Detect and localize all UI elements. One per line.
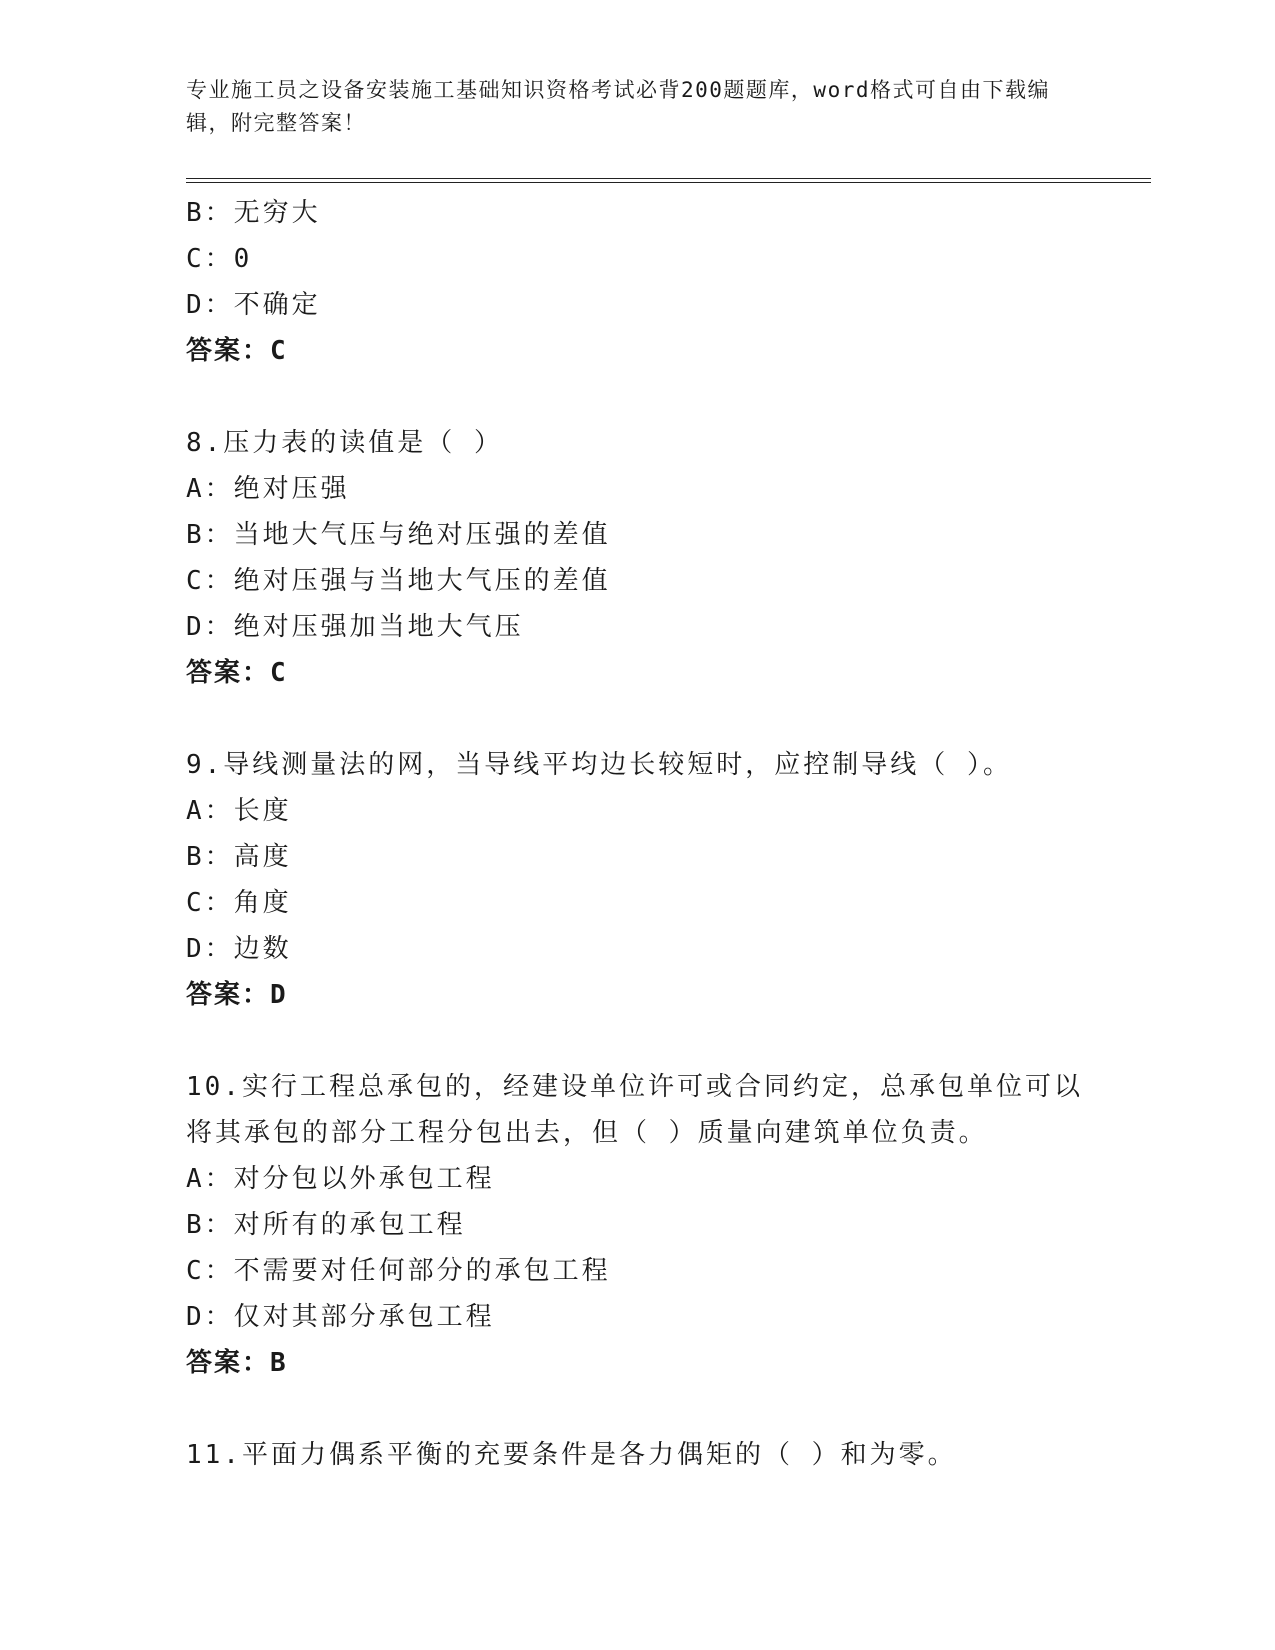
answer-line: 答案：C — [186, 658, 288, 688]
header-rule-bottom — [186, 182, 1151, 183]
option-b: B：高度 — [186, 842, 292, 872]
option-b: B：无穷大 — [186, 198, 321, 228]
option-c: C：0 — [186, 244, 253, 274]
option-d: D：绝对压强加当地大气压 — [186, 612, 524, 642]
question-text: 8.压力表的读值是（ ） — [186, 428, 503, 458]
spacer — [186, 1018, 1086, 1064]
question-block — [186, 742, 1086, 1018]
option-b: B：当地大气压与绝对压强的差值 — [186, 520, 611, 550]
question-block — [186, 420, 1086, 696]
option-d: D：仅对其部分承包工程 — [186, 1302, 495, 1332]
answer-line: 答案：B — [186, 1348, 288, 1378]
question-block — [186, 190, 1086, 374]
question-text: 9.导线测量法的网，当导线平均边长较短时，应控制导线（ ）。 — [186, 750, 1012, 780]
question-text: 11.平面力偶系平衡的充要条件是各力偶矩的（ ）和为零。 — [186, 1440, 957, 1470]
option-c: C：不需要对任何部分的承包工程 — [186, 1256, 611, 1286]
question-block — [186, 1064, 1086, 1386]
answer-line: 答案：D — [186, 980, 288, 1010]
spacer — [186, 696, 1086, 742]
option-a: A：绝对压强 — [186, 474, 350, 504]
question-list — [186, 190, 1086, 1478]
option-d: D：边数 — [186, 934, 292, 964]
question-text: 10.实行工程总承包的，经建设单位许可或合同约定，总承包单位可以将其承包的部分工程分包出去，但（ ）质量向建筑单位负责。 — [186, 1072, 1083, 1148]
answer-line: 答案：C — [186, 336, 288, 366]
option-c: C：绝对压强与当地大气压的差值 — [186, 566, 611, 596]
spacer — [186, 374, 1086, 420]
spacer — [186, 1386, 1086, 1432]
option-a: A：对分包以外承包工程 — [186, 1164, 495, 1194]
option-d: D：不确定 — [186, 290, 321, 320]
header-rule-top — [186, 178, 1151, 179]
option-c: C：角度 — [186, 888, 292, 918]
question-block — [186, 1432, 1086, 1478]
document-header: 专业施工员之设备安装施工基础知识资格考试必背200题题库，word格式可自由下载编辑，附完整答案！ — [186, 78, 1050, 135]
option-a: A：长度 — [186, 796, 292, 826]
option-b: B：对所有的承包工程 — [186, 1210, 466, 1240]
